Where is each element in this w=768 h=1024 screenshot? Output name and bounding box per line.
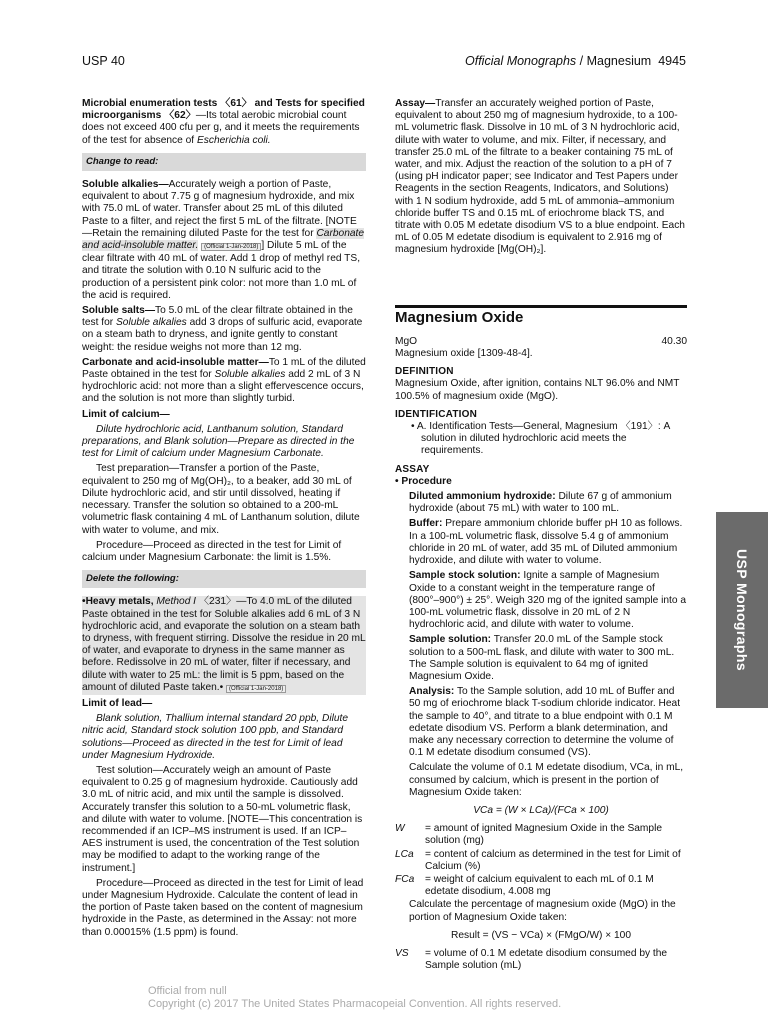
sss-heading: Sample stock solution: (409, 570, 521, 582)
def-text: = amount of ignited Magnesium Oxide in the Sample solution (mg) (425, 823, 662, 847)
analysis-heading: Analysis: (409, 686, 455, 698)
microbial-paragraph (82, 98, 366, 147)
chemical-formula: MgO (395, 335, 418, 347)
soluble-salts-heading: Soluble salts— (82, 305, 156, 317)
def-symbol: LCa (395, 848, 414, 860)
definitions-list-1 (395, 823, 687, 898)
calcium-test-preparation: Test preparation—Transfer a portion of the Paste, equivalent to 250 mg of Mg(OH)₂, to a beaker, add 30 mL of Dilute hydrochloric acid, and stir until dissolved, heating if necessary. Transfer the solution so obtained to a 200-mL volumetric flask containing 4 mL of Lanthanum solution, dilute with water to volume, and mix. (82, 463, 360, 536)
microbial-organism: Escherichia coli. (196, 134, 271, 146)
page-number: 4945 (658, 54, 686, 68)
footer-line-2: Copyright (c) 2017 The United States Pharmacopeial Convention. All rights reserved. (148, 998, 562, 1010)
def-symbol: VS (395, 947, 409, 959)
microbial-text: —Its total aerobic microbial count does not exceed 400 cfu per g, and it meets the requirements of the test for absence of (82, 110, 360, 146)
soluble-salts-paragraph (82, 305, 366, 354)
def-symbol: FCa (395, 873, 415, 885)
calc-mgo-text: Calculate the percentage of magnesium oxide (MgO) in the portion of Magnesium Oxide taken: (409, 899, 676, 923)
carbonate-paragraph (82, 357, 366, 406)
identification-item: • A. Identification Tests—General, Magnesium 〈191〉: A solution in diluted hydrochloric acid meets the requirements. (411, 421, 670, 457)
def-text: = volume of 0.1 M edetate disodium consumed by the Sample solution (mL) (425, 947, 668, 972)
def-text: = content of calcium as determined in the test for Limit of Calcium (%) (425, 848, 681, 872)
running-header-right (465, 54, 686, 68)
carbonate-ref-2: Soluble alkalies (214, 369, 286, 381)
heavy-metals-heading: •Heavy metals, (82, 596, 154, 608)
definition-text: Magnesium Oxide, after ignition, contains NLT 96.0% and NMT 100.5% of magnesium oxide (MgO). (395, 378, 680, 402)
lead-solutions: Blank solution, Thallium internal standard 20 ppb, Dilute nitric acid, Standard stock solution 100 ppb, and Standard solutions—Proceed as directed in the test for Limit of lead under Magnesium Hydroxide. (82, 713, 349, 761)
change-to-read-banner: Change to read: (82, 153, 366, 171)
soluble-salts-ref: Soluble alkalies (115, 317, 187, 329)
buffer-para (395, 518, 687, 567)
official-date-tag: (Official 1-Jan-2018) (201, 243, 261, 251)
calc-vca-text: Calculate the volume of 0.1 M edetate disodium, VCa, in mL, consumed by calcium, which is present in the portion of Magnesium Oxide taken: (409, 762, 684, 798)
ss-heading: Sample solution: (409, 634, 492, 646)
header-sep: / (576, 54, 587, 68)
soluble-salts-text: To 5.0 mL of the clear filtrate obtained in the test for (82, 305, 353, 329)
limit-calcium-heading: Limit of calcium— (82, 408, 170, 420)
analysis-text: To the Sample solution, add 10 mL of Buffer and 50 mg of eriochrome black T-sodium chloride indicator. Heat the sample to 40°, and titrate to a blue endpoint with 0.1 M edetate disodium VS. Perform a blank determination, and make any necessary correction to determine the volume of 0.1 M edetate disodium consumed (VS). (409, 686, 681, 759)
heavy-metals-method: Method I (156, 596, 197, 608)
limit-lead-heading: Limit of lead— (82, 697, 153, 709)
calcium-solutions: Dilute hydrochloric acid, Lanthanum solution, Standard preparations, and Blank solution—Prepare as directed in the test for Limit of calcium under Magnesium Carbonate. (82, 423, 355, 460)
buffer-text: Prepare ammonium chloride buffer pH 10 as follows. In a 100-mL volumetric flask, dissolve 5.4 g of ammonium chloride in 20 mL of water, add 35 mL of Diluted ammonium hydroxide, and dilute with water to volume. (409, 518, 683, 567)
dah-text: Dilute 67 g of ammonium hydroxide (about 75 mL) with water to 100 mL. (409, 491, 672, 515)
definition-row (395, 874, 687, 898)
heavy-metals-text: 〈231〉—To 4.0 mL of the diluted Paste obtained in the test for Soluble alkalies add 6 mL of 3 N hydrochloric acid, and evaporate the solution on a steam bath to dryness, with frequent stirring. Dissolve the residue in 20 mL of water, and evaporate to dryness in the same manner as before. Redissolve in 20 mL of water, filter if necessary, and dilute with water to 25 mL: the limit is 5 ppm, based on the amount of diluted Paste taken.• (82, 596, 366, 693)
definition-row (395, 948, 687, 972)
sample-solution-para (395, 634, 687, 683)
assay-text: Transfer an accurately weighed portion of Paste, equivalent to about 250 mg of magnesium hydroxide, to a 100-mL volumetric flask. Dissolve in 10 mL of 3 N hydrochloric acid, dilute with water to volume, and mix. Filter, if necessary, and transfer 25.0 mL of the filtrate to a beaker containing 75 mL of water, and mix. Adjust the reaction of the solution to a pH of 7 (using pH indicator paper; see Indicator and Test Papers under Reagents in the section Reagents, Indicators, and Solutions) with 1 N sodium hydroxide, add 5 mL of ammonia–ammonium chloride buffer TS and 0.15 mL of eriochrome black TS, and titrate with 0.05 M edetate disodium VS to a blue endpoint. Each mL of 0.05 M edetate disodium is equivalent to 2.916 mg of magnesium hydroxide [Mg(OH)₂]. (395, 98, 685, 256)
sss-text: Ignite a sample of Magnesium Oxide to a constant weight in the temperature range of (800°–900°) ± 25°. Weigh 320 mg of the ignited sample into a 100-mL volumetric flask, dissolve in 20 mL of 2 N hydrochloric acid, and dilute with water to volume. (409, 570, 687, 631)
assay-section-heading: ASSAY (395, 463, 430, 475)
def-text: = weight of calcium equivalent to each mL of 0.1 M edetate disodium, 4.008 mg (425, 873, 654, 898)
molecular-weight: 40.30 (661, 335, 687, 347)
equation-vca: VCa = (W × LCa)/(FCa × 100) (473, 804, 609, 816)
identification-heading: IDENTIFICATION (395, 408, 478, 420)
running-header-left: USP 40 (82, 54, 125, 68)
dah-heading: Diluted ammonium hydroxide: (409, 491, 556, 503)
carbonate-heading: Carbonate and acid-insoluble matter— (82, 356, 269, 368)
lead-test-solution: Test solution—Accurately weigh an amount of Paste equivalent to 0.25 g of magnesium hydroxide. Cautiously add 3.0 mL of nitric acid, and mix until the sample is dissolved. Accurately transfer this solution to a 50-mL volumetric flask, and dilute with water to volume. [NOTE—This concentration is recommended if an ICP–MS instrument is used. If an ICP–AES instrument is used, the concentration of the Test solution may be modified to adapt to the working range of the instrument.] (82, 764, 363, 874)
sample-stock-para (395, 570, 687, 631)
calcium-procedure: Procedure—Proceed as directed in the test for Limit of calcium under Magnesium Carbonate: the limit is 1.5%. (82, 539, 342, 563)
usp-monographs-side-tab (716, 512, 768, 708)
definition-heading: DEFINITION (395, 366, 454, 378)
assay-paragraph (395, 98, 687, 257)
definition-row (395, 849, 687, 873)
buffer-heading: Buffer: (409, 518, 443, 530)
cas-number: Magnesium oxide [1309-48-4]. (395, 348, 533, 360)
header-italic: Official Monographs (465, 54, 577, 68)
footer-line-1: Official from null (148, 985, 227, 997)
delete-banner: Delete the following: (82, 570, 366, 588)
side-tab-label: USP Monographs (734, 548, 750, 672)
heavy-metals-paragraph (82, 596, 366, 695)
formula-row (395, 336, 687, 348)
carbonate-text: To 1 mL of the diluted Paste obtained in the test for (82, 356, 366, 381)
header-monograph: Magnesium (586, 54, 652, 68)
lead-procedure: Procedure—Proceed as directed in the test for Limit of lead under Magnesium Hydroxide. Calculate the content of lead in the portion of Paste taken based on the content of magnesium hydroxide in the Paste, as determined in the Assay: not more than 0.00015% (1.5 ppm) is found. (82, 877, 364, 938)
assay-heading: Assay— (395, 98, 436, 109)
microbial-heading: Microbial enumeration tests 〈61〉 and Tests for specified microorganisms 〈62〉 (82, 98, 365, 122)
official-date-tag-2: (Official 1-Jan-2018) (226, 685, 286, 693)
carbonate-ref: Carbonate and acid-insoluble matter. (82, 227, 365, 252)
equation-result: Result = (VS − VCa) × (FMgO/W) × 100 (450, 929, 632, 941)
def-symbol: W (395, 823, 405, 835)
procedure-heading: • Procedure (395, 475, 452, 487)
soluble-alkalies-heading: Soluble alkalies— (82, 179, 169, 191)
right-column (395, 98, 687, 973)
carbonate-text-2: add 2 mL of 3 N hydrochloric acid: not more than a slight effervescence occurs, and the solution is not more than slightly turbid. (82, 369, 364, 405)
diluted-ammonium-para (395, 491, 687, 515)
copyright-footer (148, 985, 561, 1011)
left-column (82, 98, 366, 942)
soluble-alkalies-text-2: ] Dilute 5 mL of the clear filtrate with 40 mL of water. Add 1 drop of methyl red TS, and titrate the solution with 0.10 N sulfuric acid to the production of a persistent pink color: not more than 1.0 mL of the acid is required. (82, 240, 361, 301)
definition-row (395, 823, 687, 847)
monograph-title: Magnesium Oxide (395, 305, 687, 324)
soluble-alkalies-text: Accurately weigh a portion of Paste, equivalent to about 7.75 g of magnesium hydroxide, and mix with 75.0 mL of water. Transfer about 25 mL of this diluted Paste to a filter, and reject the first 5 mL of the filtrate. [NOTE—Retain the remaining diluted Paste for the test for (82, 179, 357, 239)
soluble-salts-text-2: add 3 drops of sulfuric acid, evaporate on a steam bath to dryness, and ignite gently to constant weight: the residue weighs not more than 12 mg. (82, 317, 363, 353)
soluble-alkalies-paragraph (82, 179, 366, 302)
analysis-para (395, 686, 687, 759)
ss-text: Transfer 20.0 mL of the Sample stock solution to a 500-mL flask, and dilute with water to 300 mL. The Sample solution is equivalent to 64 mg of ignited Magnesium Oxide. (409, 634, 675, 682)
